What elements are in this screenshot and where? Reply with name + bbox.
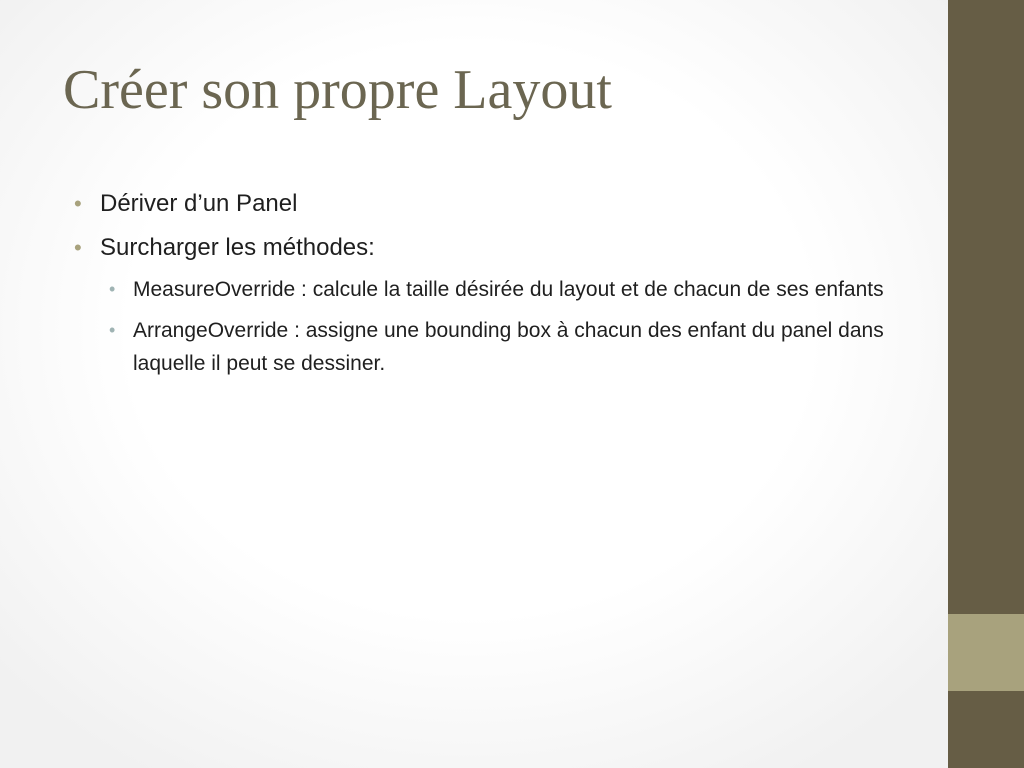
bullet-text: Dériver d’un Panel (100, 190, 298, 217)
sub-bullet-item (133, 314, 913, 380)
slide-title: Créer son propre Layout (63, 59, 612, 121)
sub-bullet-item (133, 273, 913, 306)
side-bar (948, 0, 1024, 768)
bullet-item (100, 231, 900, 380)
bullet-list (100, 187, 900, 391)
bullet-text: Surcharger les méthodes: (100, 234, 375, 261)
sub-bullet-list (100, 273, 900, 380)
sub-bullet-text: MeasureOverride : calcule la taille désirée du layout et de chacun de ses enfants (133, 278, 884, 301)
sub-bullet-text: ArrangeOverride : assigne une bounding box à chacun des enfant du panel dans laquelle il peut se dessiner. (133, 319, 884, 375)
bullet-item (100, 187, 900, 220)
side-bar-accent (948, 614, 1024, 691)
